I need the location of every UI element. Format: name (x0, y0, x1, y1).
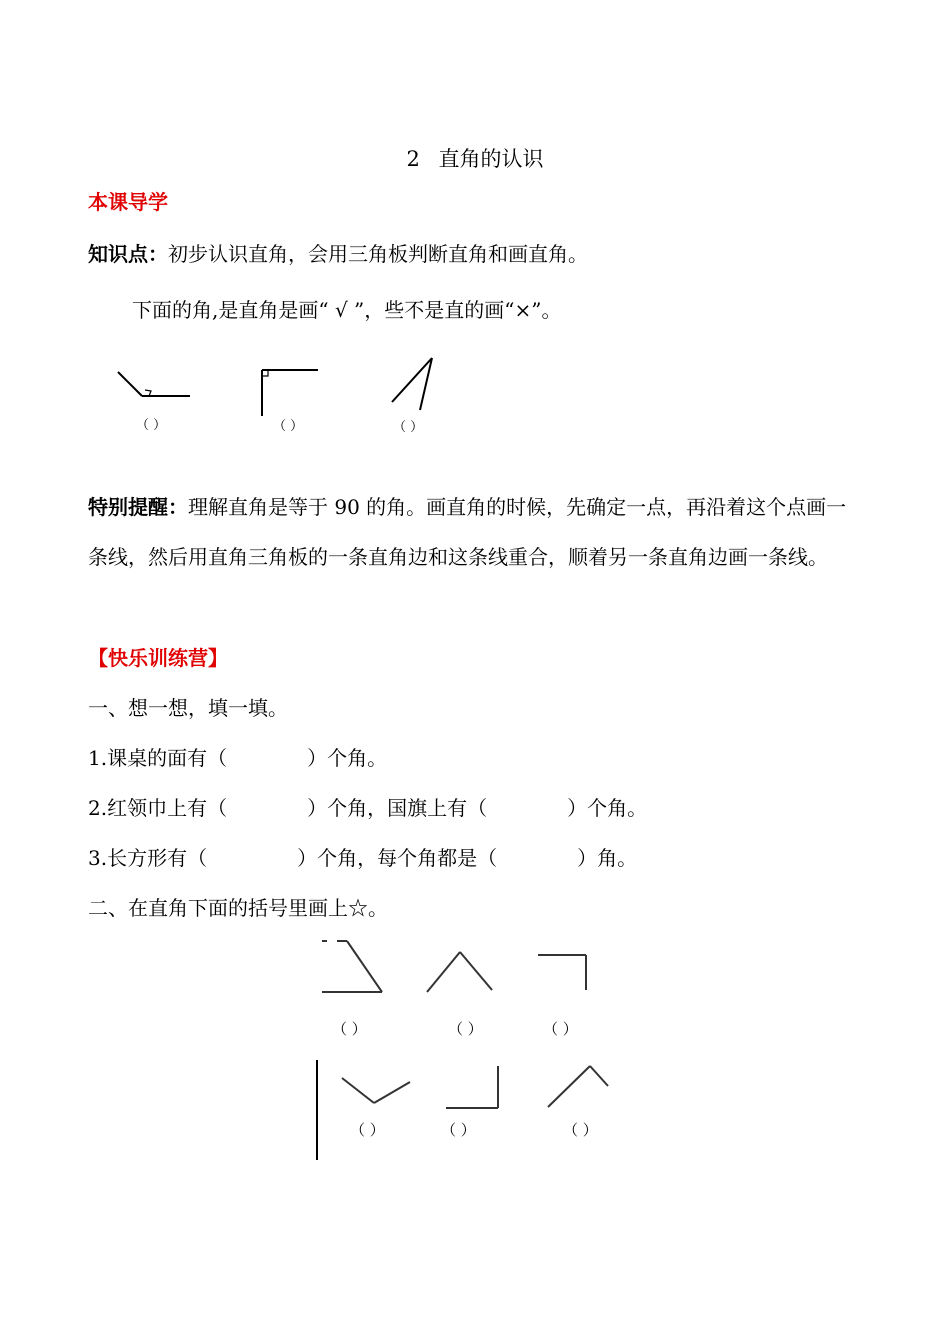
question-3 (88, 846, 637, 870)
angle-figure-1 (118, 372, 190, 396)
angle-figure-3 (392, 358, 432, 410)
star-angle-6 (548, 1066, 608, 1107)
q2-part-a: 2.红领巾上有（ (88, 796, 228, 820)
knowledge-label: 知识点： (88, 242, 168, 266)
star-paren-5[interactable]: （ ） (441, 1121, 476, 1139)
star-angle-3 (538, 955, 586, 990)
q1-part-a: 1.课桌的面有（ (88, 746, 228, 770)
star-angle-1 (322, 941, 382, 992)
star-paren-4[interactable]: （ ） (350, 1121, 385, 1139)
q1-part-b: ）个角。 (307, 746, 388, 770)
q2-part-b: ）个角，国旗上有（ (307, 796, 488, 820)
special-label: 特别提醒： (88, 495, 188, 519)
guide-heading: 本课导学 (88, 190, 168, 214)
answer-paren-1[interactable]: （ ） (136, 418, 167, 433)
section1-heading: 一、想一想，填一填。 (88, 696, 288, 720)
q3-part-c: ）角。 (577, 846, 638, 870)
question-2 (88, 796, 647, 820)
title-number: 2 (406, 147, 420, 171)
camp-heading: 【快乐训练营】 (88, 646, 228, 670)
q3-part-b: ）个角，每个角都是（ (297, 846, 498, 870)
q3-part-a: 3.长方形有（ (88, 846, 208, 870)
angle-figure-2 (262, 370, 318, 416)
question-1 (88, 746, 387, 770)
instruction-text: 下面的角,是直角是画“ √ ”，些不是直的画“×”。 (132, 298, 562, 322)
special-reminder (88, 482, 863, 582)
answer-paren-3[interactable]: （ ） (393, 420, 424, 435)
star-paren-6[interactable]: （ ） (563, 1121, 598, 1139)
star-angle-5 (446, 1066, 498, 1108)
star-paren-3[interactable]: （ ） (543, 1020, 578, 1038)
star-paren-1[interactable]: （ ） (332, 1020, 367, 1038)
title-text: 直角的认识 (438, 147, 544, 171)
special-text: 理解直角是等于 90 的角。画直角的时候，先确定一点，再沿着这个点画一条线，然后用直角三角板的一条直角边和这条线重合，顺着另一条直角边画一条线。 (88, 495, 847, 569)
section2-heading: 二、在直角下面的括号里画上☆。 (88, 896, 388, 920)
star-paren-2[interactable]: （ ） (448, 1020, 483, 1038)
answer-paren-2[interactable]: （ ） (273, 419, 304, 434)
knowledge-text: 初步认识直角，会用三角板判断直角和画直角。 (168, 242, 588, 266)
q2-part-c: ）个角。 (567, 796, 648, 820)
star-angle-4 (342, 1078, 410, 1103)
star-angle-2 (427, 952, 492, 992)
